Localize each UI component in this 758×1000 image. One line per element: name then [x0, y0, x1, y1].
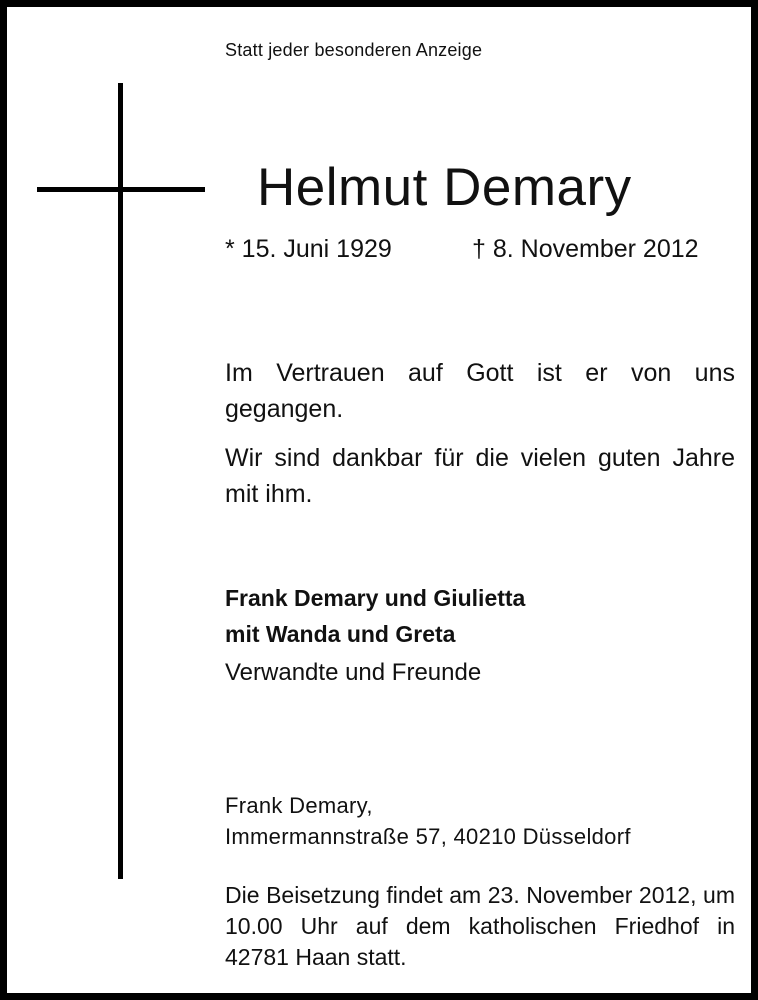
address-street: Immermannstraße 57, 40210 Düsseldorf: [225, 824, 631, 849]
family-names-line-1: Frank Demary und Giulietta: [225, 585, 526, 611]
cross-horizontal-bar: [37, 187, 205, 192]
relatives-text: Verwandte und Freunde: [225, 659, 482, 686]
address-name: Frank Demary,: [225, 793, 373, 818]
death-date: † 8. November 2012: [472, 235, 699, 263]
text-paragraph-gratitude: Wir sind dankbar für die vielen guten Jahre mit ihm.: [225, 444, 735, 508]
burial-info: Die Beisetzung findet am 23. November 2012, um 10.00 Uhr auf dem katholischen Friedhof in 42781 Haan statt.: [225, 882, 735, 970]
cross-vertical-bar: [118, 83, 123, 879]
header-text: Statt jeder besonderen Anzeige: [225, 40, 483, 60]
birth-date: * 15. Juni 1929: [225, 235, 392, 263]
family-names-line-2: mit Wanda und Greta: [225, 621, 456, 647]
text-paragraph-faith: Im Vertrauen auf Gott ist er von uns gegangen.: [225, 359, 735, 423]
deceased-name: Helmut Demary: [257, 158, 632, 217]
